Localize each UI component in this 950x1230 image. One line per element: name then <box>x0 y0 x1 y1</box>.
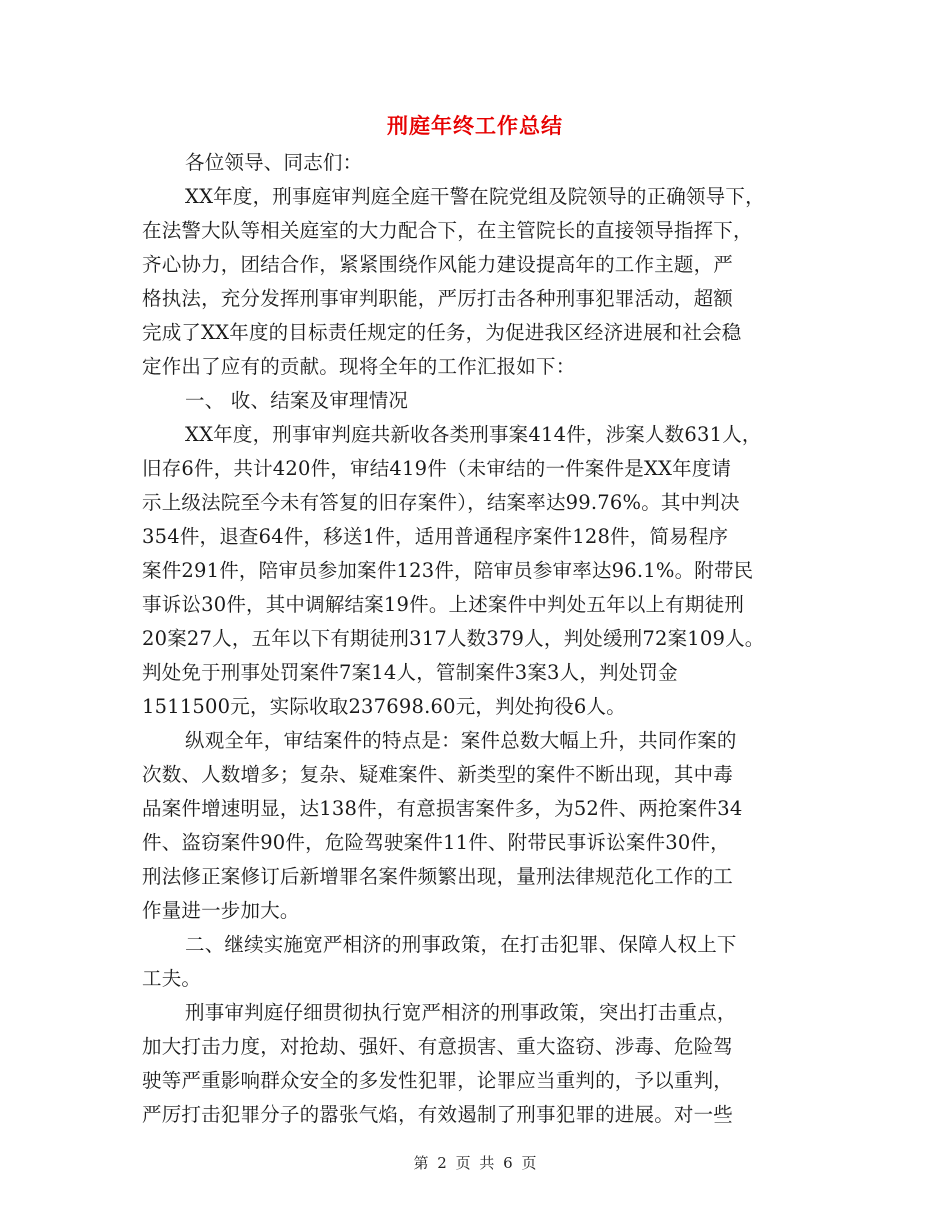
text-line: 刑法修正案修订后新增罪名案件频繁出现，量刑法律规范化工作的工 <box>142 865 734 888</box>
text-line: 格执法，充分发挥刑事审判职能，严厉打击各种刑事犯罪活动，超额 <box>142 287 734 310</box>
text-line: 工夫。 <box>142 967 202 990</box>
text-line: 驶等严重影响群众安全的多发性犯罪，论罪应当重判的，予以重判， <box>142 1069 734 1092</box>
text-line: 在法警大队等相关庭室的大力配合下，在主管院长的直接领导指挥下， <box>142 219 753 242</box>
text-line: 1511500元，实际收取237698.60元，判处拘役6人。 <box>142 695 626 718</box>
text-line: 一、 收、结案及审理情况 <box>185 389 409 412</box>
text-line: 事诉讼30件，其中调解结案19件。上述案件中判处五年以上有期徒刑 <box>142 593 745 616</box>
text-line: 354件，退查64件，移送1件，适用普通程序案件128件，简易程序 <box>142 525 729 548</box>
document-body <box>142 146 832 1132</box>
text-line: 各位领导、同志们： <box>185 151 363 174</box>
text-line: 二、继续实施宽严相济的刑事政策，在打击犯罪、保障人权上下 <box>185 933 737 956</box>
text-line: 件、盗窃案件90件，危险驾驶案件11件、附带民事诉讼案件30件， <box>142 831 730 854</box>
text-line: 纵观全年，审结案件的特点是：案件总数大幅上升，共同作案的 <box>185 729 737 752</box>
text-line: 示上级法院至今未有答复的旧存案件），结案率达99.76%。其中判决 <box>142 491 740 514</box>
text-line: 定作出了应有的贡献。现将全年的工作汇报如下： <box>142 355 576 378</box>
text-line: 齐心协力，团结合作，紧紧围绕作风能力建设提高年的工作主题，严 <box>142 253 734 276</box>
text-line: 严厉打击犯罪分子的嚣张气焰，有效遏制了刑事犯罪的进展。对一些 <box>142 1103 734 1126</box>
text-line: 刑事审判庭仔细贯彻执行宽严相济的刑事政策，突出打击重点， <box>185 1001 737 1024</box>
text-line: 20案27人，五年以下有期徒刑317人数379人，判处缓刑72案109人。 <box>142 627 765 650</box>
text-line: 旧存6件，共计420件，审结419件（未审结的一件案件是XX年度请 <box>142 457 732 480</box>
text-line: 判处免于刑事处罚案件7案14人，管制案件3案3人，判处罚金 <box>142 661 678 684</box>
text-line: 品案件增速明显，达138件，有意损害案件多，为52件、两抢案件34 <box>142 797 743 820</box>
text-line: 案件291件，陪审员参加案件123件，陪审员参审率达96.1%。附带民 <box>142 559 754 582</box>
text-line: XX年度，刑事审判庭共新收各类刑事案414件，涉案人数631人， <box>185 423 762 446</box>
document-title: 刑庭年终工作总结 <box>387 113 563 138</box>
text-line: 加大打击力度，对抢劫、强奸、有意损害、重大盗窃、涉毒、危险驾 <box>142 1035 734 1058</box>
page-footer: 第 2 页 共 6 页 <box>413 1154 537 1172</box>
text-line: 作量进一步加大。 <box>142 899 300 922</box>
text-line: 完成了XX年度的目标责任规定的任务，为促进我区经济进展和社会稳 <box>142 321 742 344</box>
text-line: 次数、人数增多；复杂、疑难案件、新类型的案件不断出现，其中毒 <box>142 763 734 786</box>
text-line: XX年度，刑事庭审判庭全庭干警在院党组及院领导的正确领导下， <box>185 185 765 208</box>
